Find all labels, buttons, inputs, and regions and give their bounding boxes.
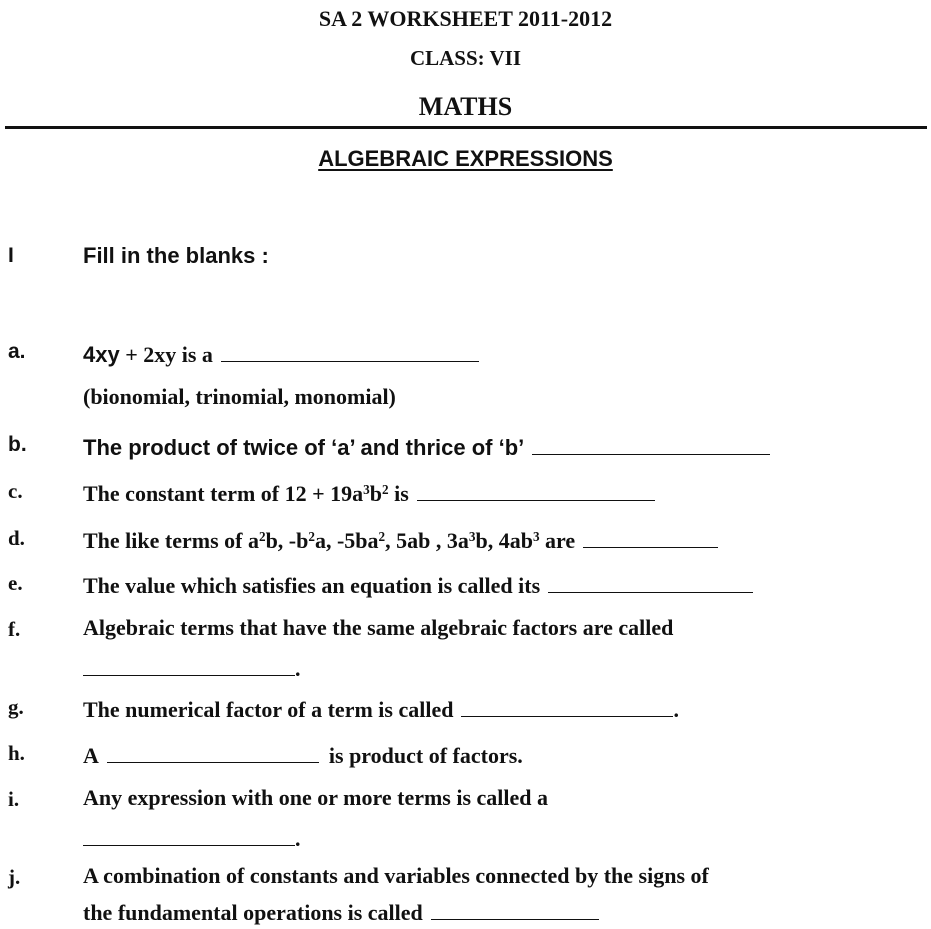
question-a-text: + 2xy is a	[119, 342, 213, 368]
section-number: I	[8, 244, 14, 267]
topic-title: ALGEBRAIC EXPRESSIONS	[318, 146, 613, 171]
question-e-label: e.	[8, 571, 23, 595]
question-c-exp2: 2	[382, 481, 389, 497]
question-i-answer-line	[83, 822, 301, 852]
question-c-tail: is	[388, 481, 409, 507]
topic-wrap	[0, 146, 931, 172]
question-c	[83, 477, 655, 507]
question-d-e5: 3	[532, 528, 540, 544]
question-d-e3: 2	[378, 528, 386, 544]
answer-blank-f[interactable]	[83, 652, 295, 676]
question-d-e1: 2	[258, 528, 266, 544]
question-g-end: .	[673, 697, 679, 723]
question-j-text: A combination of constants and variables connected by the signs of	[83, 863, 709, 888]
question-h-label: h.	[8, 741, 25, 765]
subject-title: MATHS	[418, 92, 513, 121]
question-d-p6: are	[539, 528, 576, 554]
question-d-p2: b, -b	[265, 528, 309, 554]
question-a-lead: 4xy	[83, 342, 120, 368]
answer-blank-h[interactable]	[107, 739, 319, 763]
answer-blank-i[interactable]	[83, 822, 295, 846]
answer-blank-c[interactable]	[417, 477, 655, 501]
header-rule	[5, 126, 927, 129]
question-i-text: Any expression with one or more terms is called a	[83, 785, 549, 810]
answer-blank-e[interactable]	[548, 569, 753, 593]
question-h	[83, 739, 523, 769]
question-g-label: g.	[8, 695, 24, 719]
question-c-label: c.	[8, 479, 23, 503]
question-g-text: The numerical factor of a term is called	[83, 697, 454, 723]
question-i-label: i.	[8, 787, 20, 811]
question-b-label: b.	[8, 433, 27, 456]
question-e	[83, 569, 753, 599]
question-a-label: a.	[8, 340, 26, 363]
question-d-label: d.	[8, 526, 25, 550]
question-f-answer-line	[83, 652, 301, 682]
question-c-exp1: 3	[363, 481, 370, 497]
question-d	[83, 524, 718, 554]
question-a	[83, 338, 479, 368]
question-b-text: The product of twice of ‘a’ and thrice of ‘b’	[83, 435, 525, 461]
question-j-line2	[83, 896, 599, 926]
question-i-end: .	[295, 826, 301, 852]
answer-blank-d[interactable]	[583, 524, 718, 548]
question-f-label: f.	[8, 617, 21, 641]
question-h-post: is product of factors.	[328, 743, 523, 769]
question-h-pre: A	[83, 743, 99, 769]
question-b	[83, 431, 770, 461]
question-d-p3: a, -5ba	[314, 528, 379, 554]
question-g	[83, 693, 679, 723]
question-e-text: The value which satisfies an equation is called its	[83, 573, 541, 599]
class-label: CLASS: VII	[409, 46, 522, 70]
question-a-options: (bionomial, trinomial, monomial)	[83, 384, 396, 409]
answer-blank-j[interactable]	[431, 896, 599, 920]
question-f-end: .	[295, 656, 301, 682]
question-d-e4: 3	[468, 528, 476, 544]
question-j-text2: the fundamental operations is called	[83, 900, 423, 926]
answer-blank-g[interactable]	[461, 693, 673, 717]
answer-blank-a[interactable]	[221, 338, 479, 362]
worksheet-title: SA 2 WORKSHEET 2011-2012	[318, 6, 613, 31]
question-c-mid: b	[369, 481, 383, 507]
question-c-text: The constant term of 12 + 19a	[83, 481, 364, 507]
question-d-p1: The like terms of a	[83, 528, 259, 554]
question-j-label: j.	[8, 865, 21, 889]
question-f-text: Algebraic terms that have the same algebraic factors are called	[83, 615, 674, 640]
section-title: Fill in the blanks :	[83, 243, 269, 268]
question-d-p5: b, 4ab	[475, 528, 533, 554]
question-d-e2: 2	[308, 528, 315, 544]
answer-blank-b[interactable]	[532, 431, 770, 455]
question-d-p4: , 5ab , 3a	[385, 528, 469, 554]
